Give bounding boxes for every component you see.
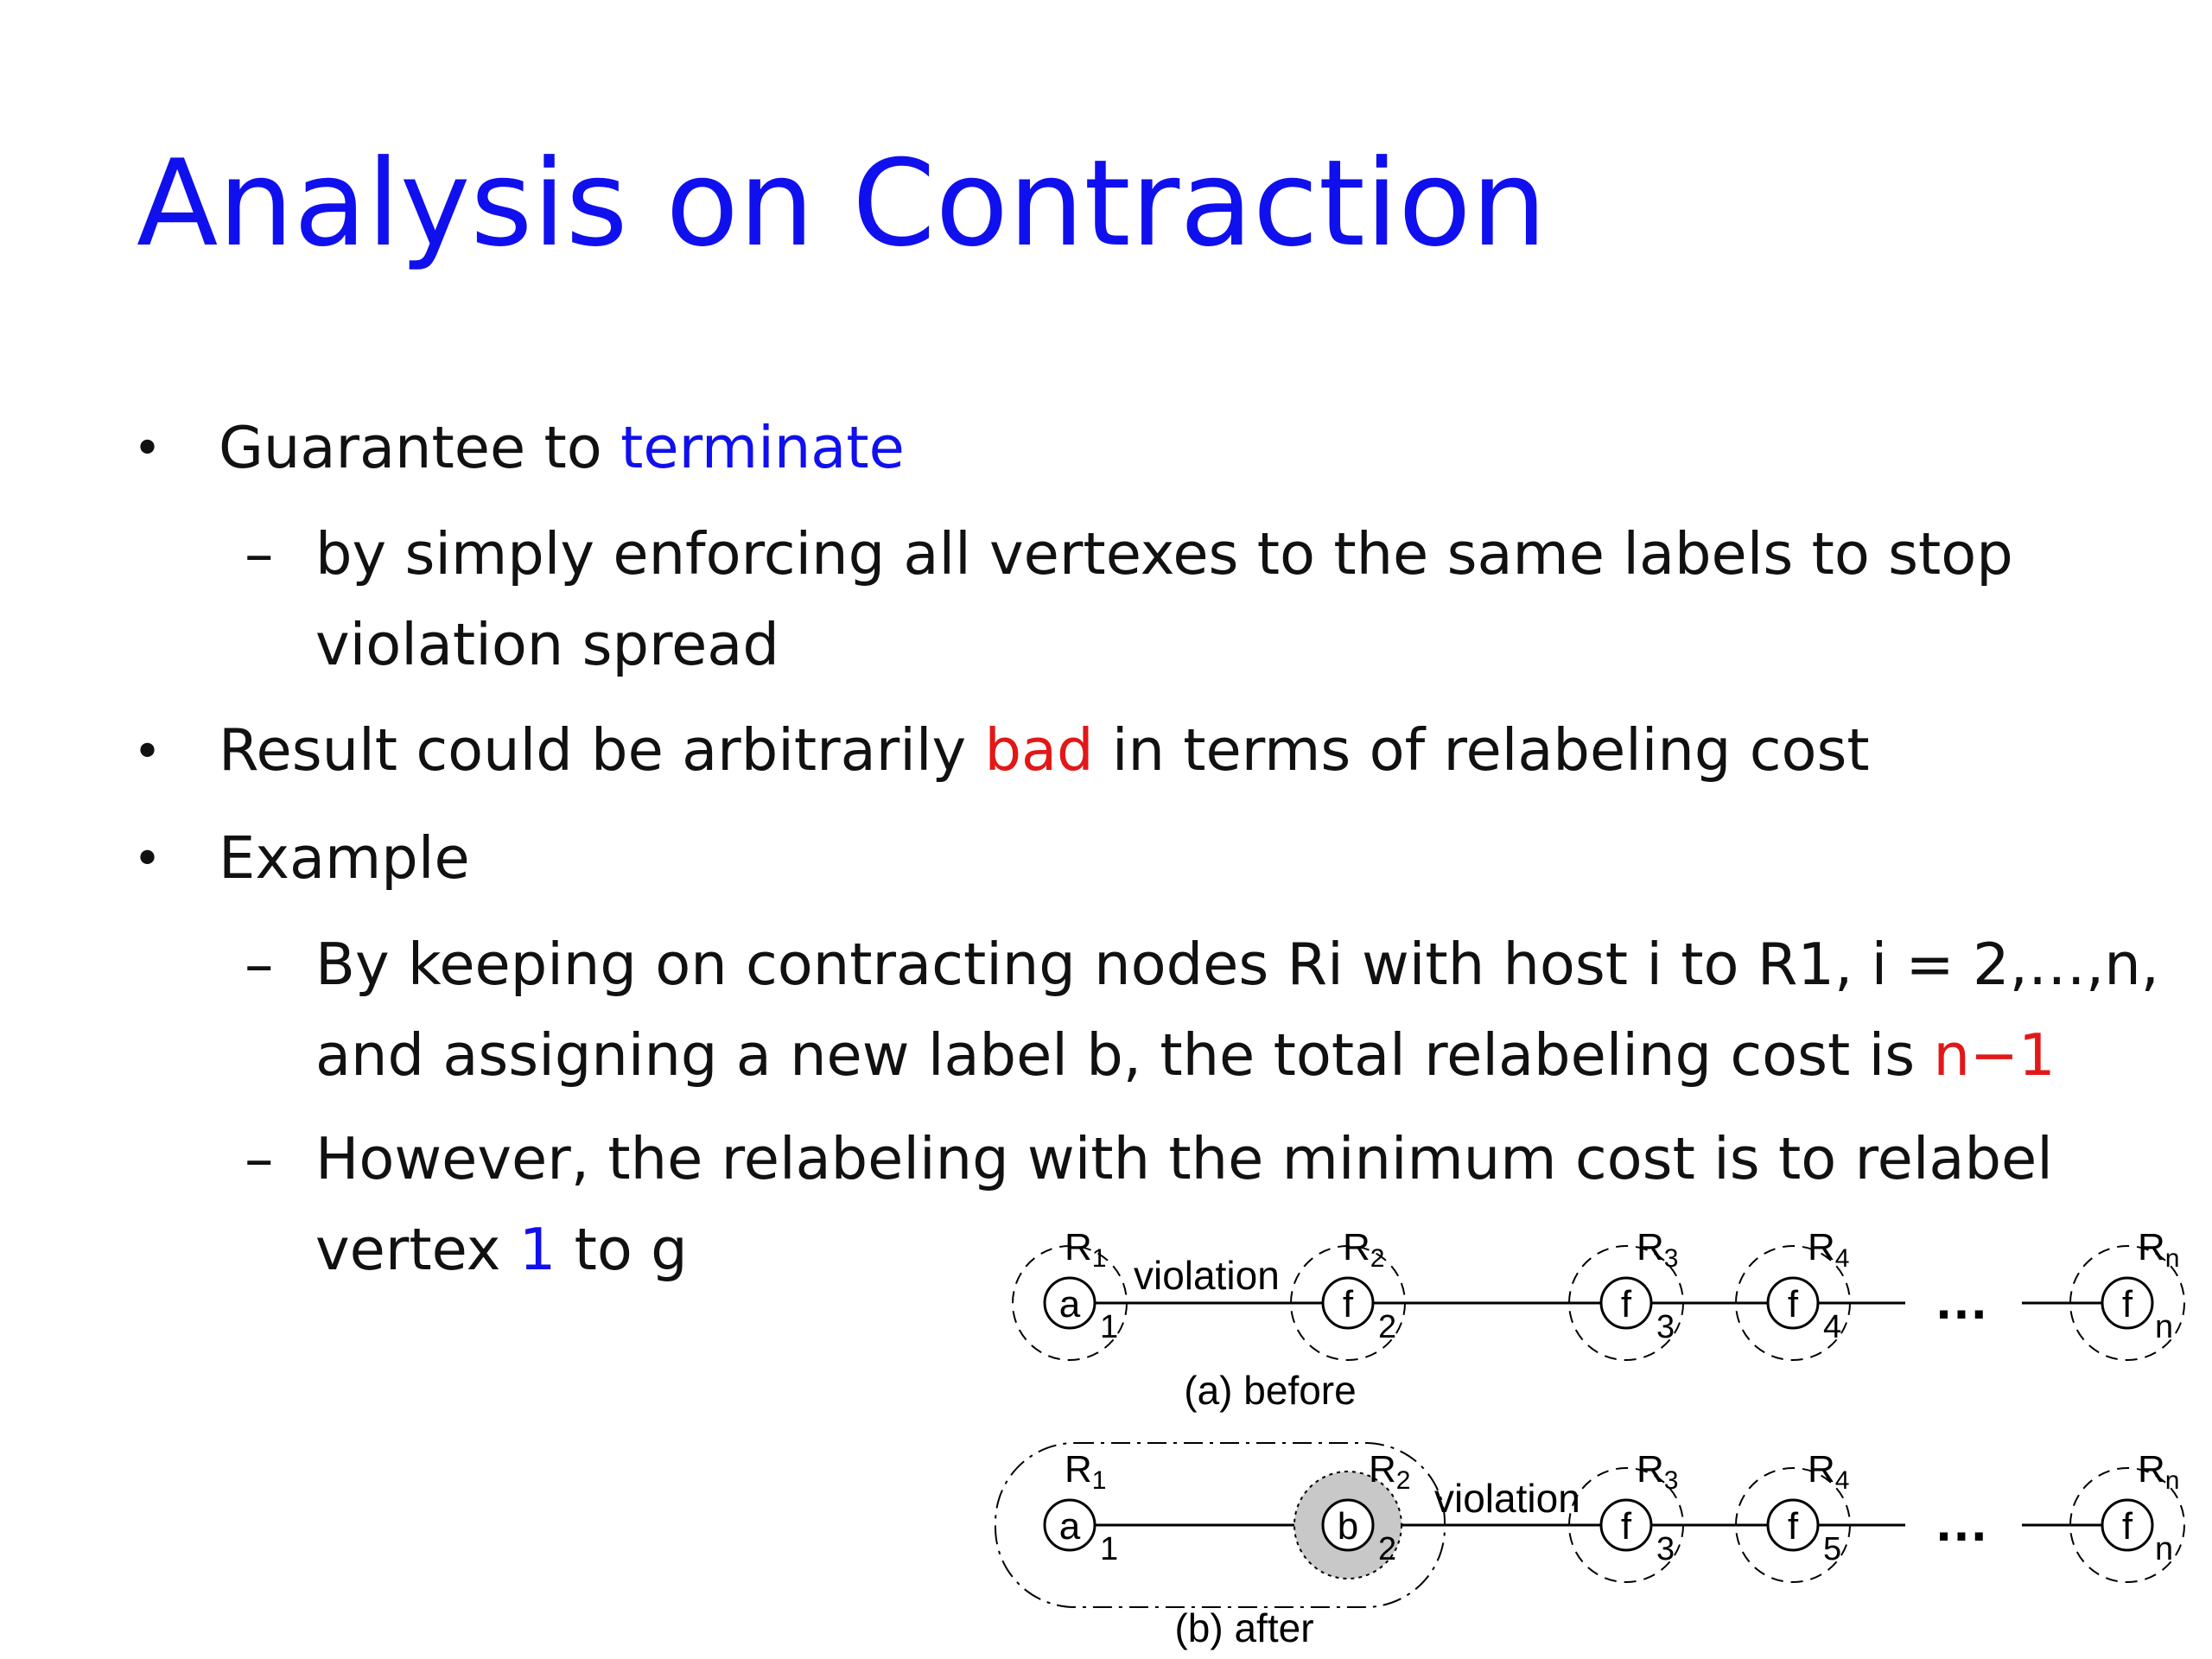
region-label: Rn	[2138, 1226, 2180, 1273]
ellipsis: …	[1934, 1268, 1989, 1331]
violation-label: violation	[1134, 1253, 1280, 1298]
dash-marker: –	[245, 1125, 274, 1192]
region-label: R3	[1637, 1448, 1679, 1495]
region-label: R4	[1808, 1226, 1850, 1273]
bullet-result	[219, 717, 1870, 784]
region-label: Rn	[2138, 1448, 2180, 1495]
host-label: 3	[1656, 1309, 1675, 1345]
dash-marker: –	[245, 520, 274, 588]
vertex-label: a	[1058, 1283, 1081, 1325]
caption-after: (b) after	[1174, 1605, 1314, 1650]
host-label: 2	[1378, 1531, 1397, 1567]
host-label: 5	[1823, 1531, 1842, 1567]
node-r4-before	[1736, 1226, 1850, 1360]
vertex-label: f	[2121, 1283, 2133, 1325]
highlight-n-minus-1: n−1	[1933, 1021, 2056, 1089]
node-rn-after	[2070, 1448, 2184, 1582]
node-r1-after	[1045, 1448, 1118, 1567]
sub-bullet-contracting-line1: By keeping on contracting nodes Ri with host i to R1, i = 2,…,n,	[315, 931, 2159, 998]
node-rn-before	[2070, 1226, 2184, 1360]
vertex-label: f	[1620, 1283, 1632, 1325]
vertex-label: f	[1620, 1505, 1632, 1548]
violation-label: violation	[1434, 1476, 1580, 1521]
region-label: R3	[1637, 1226, 1679, 1273]
highlight-bad: bad	[984, 716, 1094, 784]
region-label: R2	[1369, 1448, 1411, 1495]
figure-row-before	[1013, 1226, 2184, 1413]
bullet-text: Guarantee to	[219, 414, 621, 481]
host-label: 1	[1100, 1309, 1119, 1345]
vertex-label: f	[1787, 1505, 1799, 1548]
sub-bullet-enforcing-line1: by simply enforcing all vertexes to the same labels to stop	[315, 520, 2013, 588]
host-label: 2	[1378, 1309, 1397, 1345]
host-label: n	[2155, 1309, 2174, 1345]
node-r2-before	[1291, 1226, 1405, 1360]
bullet-text: and assigning a new label b, the total relabeling cost is	[315, 1021, 1934, 1089]
bullet-text: in terms of relabeling cost	[1093, 716, 1870, 784]
vertex-label: f	[1342, 1283, 1354, 1325]
host-label: 3	[1656, 1531, 1675, 1567]
vertex-label: b	[1337, 1505, 1359, 1548]
host-label: 4	[1823, 1309, 1842, 1345]
region-label: R4	[1808, 1448, 1850, 1495]
figure-row-after	[995, 1443, 2184, 1650]
caption-before: (a) before	[1184, 1368, 1357, 1413]
bullet-marker: •	[133, 724, 162, 780]
slide-title: Analysis on Contraction	[137, 134, 1548, 273]
vertex-label: a	[1058, 1505, 1081, 1548]
ellipsis: …	[1934, 1491, 1989, 1553]
sub-bullet-however-line1: However, the relabeling with the minimum cost is to relabel	[315, 1125, 2053, 1192]
region-label: R1	[1065, 1226, 1107, 1273]
node-r4-after	[1736, 1448, 1850, 1582]
sub-bullet-enforcing-line2: violation spread	[315, 611, 779, 678]
bullet-guarantee	[219, 415, 905, 481]
highlight-vertex-1: 1	[518, 1216, 556, 1283]
bullet-marker: •	[133, 421, 162, 477]
region-label: R2	[1343, 1226, 1385, 1273]
bullet-marker: •	[133, 831, 162, 887]
node-r2-after	[1294, 1448, 1410, 1579]
vertex-label: f	[2121, 1505, 2133, 1548]
node-r1-before	[1013, 1226, 1127, 1360]
dash-marker: –	[245, 931, 274, 998]
host-label: 1	[1100, 1531, 1119, 1567]
host-label: n	[2155, 1531, 2174, 1567]
bullet-text: Result could be arbitrarily	[219, 716, 985, 784]
highlight-terminate: terminate	[620, 414, 905, 481]
bullet-example: Example	[219, 824, 470, 892]
sub-bullet-however-line2	[315, 1217, 688, 1283]
contraction-figure	[985, 1210, 2195, 1659]
vertex-label: f	[1787, 1283, 1799, 1325]
bullet-text: vertex	[315, 1216, 519, 1283]
node-r3-before	[1569, 1226, 1683, 1360]
node-r3-after	[1569, 1448, 1683, 1582]
sub-bullet-contracting-line2	[315, 1022, 2056, 1089]
bullet-text: to g	[556, 1216, 688, 1283]
region-label: R1	[1065, 1448, 1107, 1495]
